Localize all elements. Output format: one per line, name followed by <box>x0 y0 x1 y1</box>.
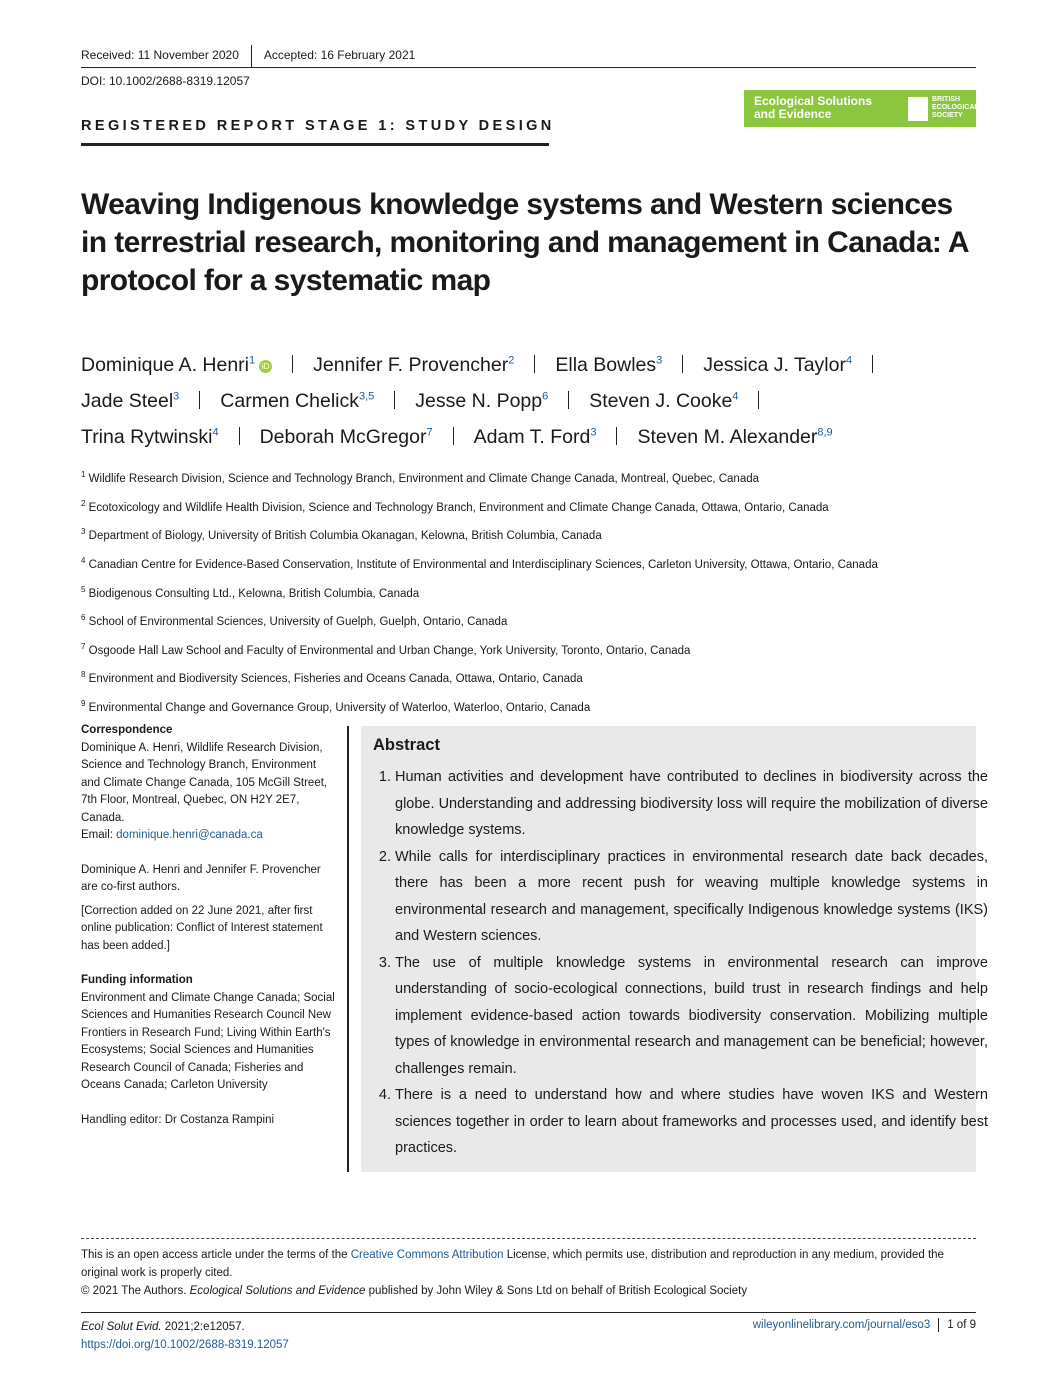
journal-logo-text: Ecological Solutions and Evidence <box>754 94 873 121</box>
abstract-item: 4. There is a need to understand how and where studies have woven IKS and Western sciences together in order to learn about frameworks and processes used, and identify best practices. <box>395 1082 988 1162</box>
co-first-note: Dominique A. Henri and Jennifer F. Provencher are co-first authors. <box>81 863 321 893</box>
article-type-rule <box>81 143 549 146</box>
society-logo-icon <box>908 97 928 121</box>
affiliation-item: $^6$ School of Environmental Sciences, University of Guelph, Guelph, Ontario, Canada <box>81 613 508 628</box>
funding-text: Environment and Climate Change Canada; Social Sciences and Humanities Research Council New Frontiers in Research Fund; Living Within Earth's Ecosystems; Social Sciences and Humanities Research Council of Canada; Fisheries and Oceans Canada; Carleton University <box>81 991 335 1091</box>
funding-heading: Funding information <box>81 974 193 986</box>
license-link[interactable]: Creative Commons Attribution <box>350 1249 504 1261</box>
sidebar-divider <box>347 726 349 1172</box>
author-item[interactable]: Dominique A. Henri$^1$ iD <box>81 354 272 376</box>
abstract-heading: Abstract <box>373 736 440 754</box>
footer-dashed-rule <box>81 1238 976 1239</box>
received-date: Received: 11 November 2020 <box>81 48 239 63</box>
affiliation-list <box>81 463 981 721</box>
author-item[interactable]: Jennifer F. Provencher$^2$ <box>313 353 515 376</box>
author-item[interactable]: Ella Bowles$^3$ <box>555 353 663 376</box>
divider <box>251 45 252 67</box>
doi-link[interactable]: https://doi.org/10.1002/2688-8319.12057 <box>81 1339 289 1351</box>
citation: Ecol Solut Evid. 2021;2:e12057. https://doi.org/10.1002/2688-8319.12057 <box>81 1318 289 1354</box>
article-dates <box>81 45 415 67</box>
license-notice: This is an open access article under the terms of the Creative Commons Attribution License, which permits use, distribution and reproduction in any medium, provided the original work is properly cited. © 2021 The Authors. Ecological Solutions and Evidence published by John Wiley & Sons Ltd on behalf of British Ecological Society <box>81 1246 976 1300</box>
affiliation-item: $^4$ Canadian Centre for Evidence-Based Conservation, Institute of Environmental and Interdisciplinary Sciences, Carleton University, Ottawa, Ontario, Canada <box>81 555 878 571</box>
abstract-item: 1. Human activities and development have contributed to declines in biodiversity across the globe. Understanding and addressing biodiversity loss will require the mobilization of diverse knowledge systems. <box>395 764 988 844</box>
abstract-box <box>361 726 988 1172</box>
handling-editor: Handling editor: Dr Costanza Rampini <box>81 1113 275 1126</box>
footer-rule <box>81 1312 976 1313</box>
author-item[interactable]: Carmen Chelick$^{3,5}$ <box>220 389 375 412</box>
author-item[interactable]: Jade Steel$^3$ <box>81 389 180 412</box>
header-rule <box>81 67 976 68</box>
author-item[interactable]: Deborah McGregor$^7$ <box>259 425 433 448</box>
affiliation-item: $^5$ Biodigenous Consulting Ltd., Kelowna, British Columbia, Canada <box>81 584 420 600</box>
author-item[interactable]: Steven J. Cooke$^4$ <box>589 389 739 412</box>
society-logo-text: BRITISH ECOLOGICAL SOCIETY <box>932 96 979 119</box>
affiliation-item: $^2$ Ecotoxicology and Wildlife Health Division, Science and Technology Branch, Environment and Climate Change Canada, Ottawa, Ontario, Canada <box>81 498 829 514</box>
correspondence-heading: Correspondence <box>81 724 173 736</box>
abstract-item: 3. The use of multiple knowledge systems in environmental research can improve understanding of socio-ecological connections, build trust in research findings and help implement evidence-based action towards biodiversity conservation. Mobilizing multiple types of knowledge in environmental research and management can be beneficial; however, challenges remain. <box>395 950 988 1083</box>
author-item[interactable]: Steven M. Alexander$^{8,9}$ <box>637 425 833 448</box>
author-list <box>81 345 981 453</box>
email-link[interactable]: dominique.henri@canada.ca <box>116 829 263 841</box>
affiliation-item: $^7$ Osgoode Hall Law School and Faculty of Environmental and Urban Change, York University, Toronto, Ontario, Canada <box>81 641 691 657</box>
author-item[interactable]: Jessica J. Taylor$^4$ <box>703 353 853 376</box>
sidebar-notes <box>81 722 336 1129</box>
affiliation-item: $^1$ Wildlife Research Division, Science and Technology Branch, Environment and Climate Change Canada, Montreal, Quebec, Canada <box>81 470 760 485</box>
page-number: 1 of 9 <box>947 1319 976 1332</box>
correction-note: [Correction added on 22 June 2021, after first online publication: Conflict of Interest statement has been added.] <box>81 904 323 952</box>
correspondence-text: Dominique A. Henri, Wildlife Research Division, Science and Technology Branch, Environment and Climate Change Canada, 105 McGill Street, 7th Floor, Montreal, Quebec, ON H2Y 2E7, Canada. <box>81 741 328 824</box>
page-info <box>753 1318 976 1332</box>
author-item[interactable]: Trina Rytwinski$^4$ <box>81 425 219 448</box>
article-title: Weaving Indigenous knowledge systems and Western sciences in terrestrial research, monitoring and management in Canada: A protocol for a systematic map <box>81 188 968 297</box>
article-type-label: REGISTERED REPORT STAGE 1: STUDY DESIGN <box>81 118 555 134</box>
email-line: Email: dominique.henri@canada.ca <box>81 829 263 841</box>
affiliation-item: $^8$ Environment and Biodiversity Sciences, Fisheries and Oceans Canada, Ottawa, Ontario, Canada <box>81 670 583 686</box>
journal-logo[interactable] <box>744 90 979 127</box>
journal-site-link[interactable]: wileyonlinelibrary.com/journal/eso3 <box>752 1319 931 1332</box>
abstract-item: 2. While calls for interdisciplinary practices in environmental research date back decades, there has been a more recent push for weaving multiple knowledge systems in environmental research and management, specifically Indigenous knowledge systems (IKS) and Western sciences. <box>395 844 988 950</box>
accepted-date: Accepted: 16 February 2021 <box>263 48 416 63</box>
orcid-icon[interactable]: iD <box>259 360 272 373</box>
copyright-line: © 2021 The Authors. Ecological Solutions and Evidence published by John Wiley & Sons Ltd on behalf of British Ecological Society <box>81 1285 748 1297</box>
abstract-list <box>373 764 988 1162</box>
author-item[interactable]: Adam T. Ford$^3$ <box>473 425 597 448</box>
affiliation-item: $^9$ Environmental Change and Governance Group, University of Waterloo, Waterloo, Ontario, Canada <box>81 699 591 714</box>
affiliation-item: $^3$ Department of Biology, University of British Columbia Okanagan, Kelowna, British Columbia, Canada <box>81 527 602 543</box>
doi: DOI: 10.1002/2688-8319.12057 <box>81 74 250 88</box>
author-item[interactable]: Jesse N. Popp$^6$ <box>415 389 549 412</box>
